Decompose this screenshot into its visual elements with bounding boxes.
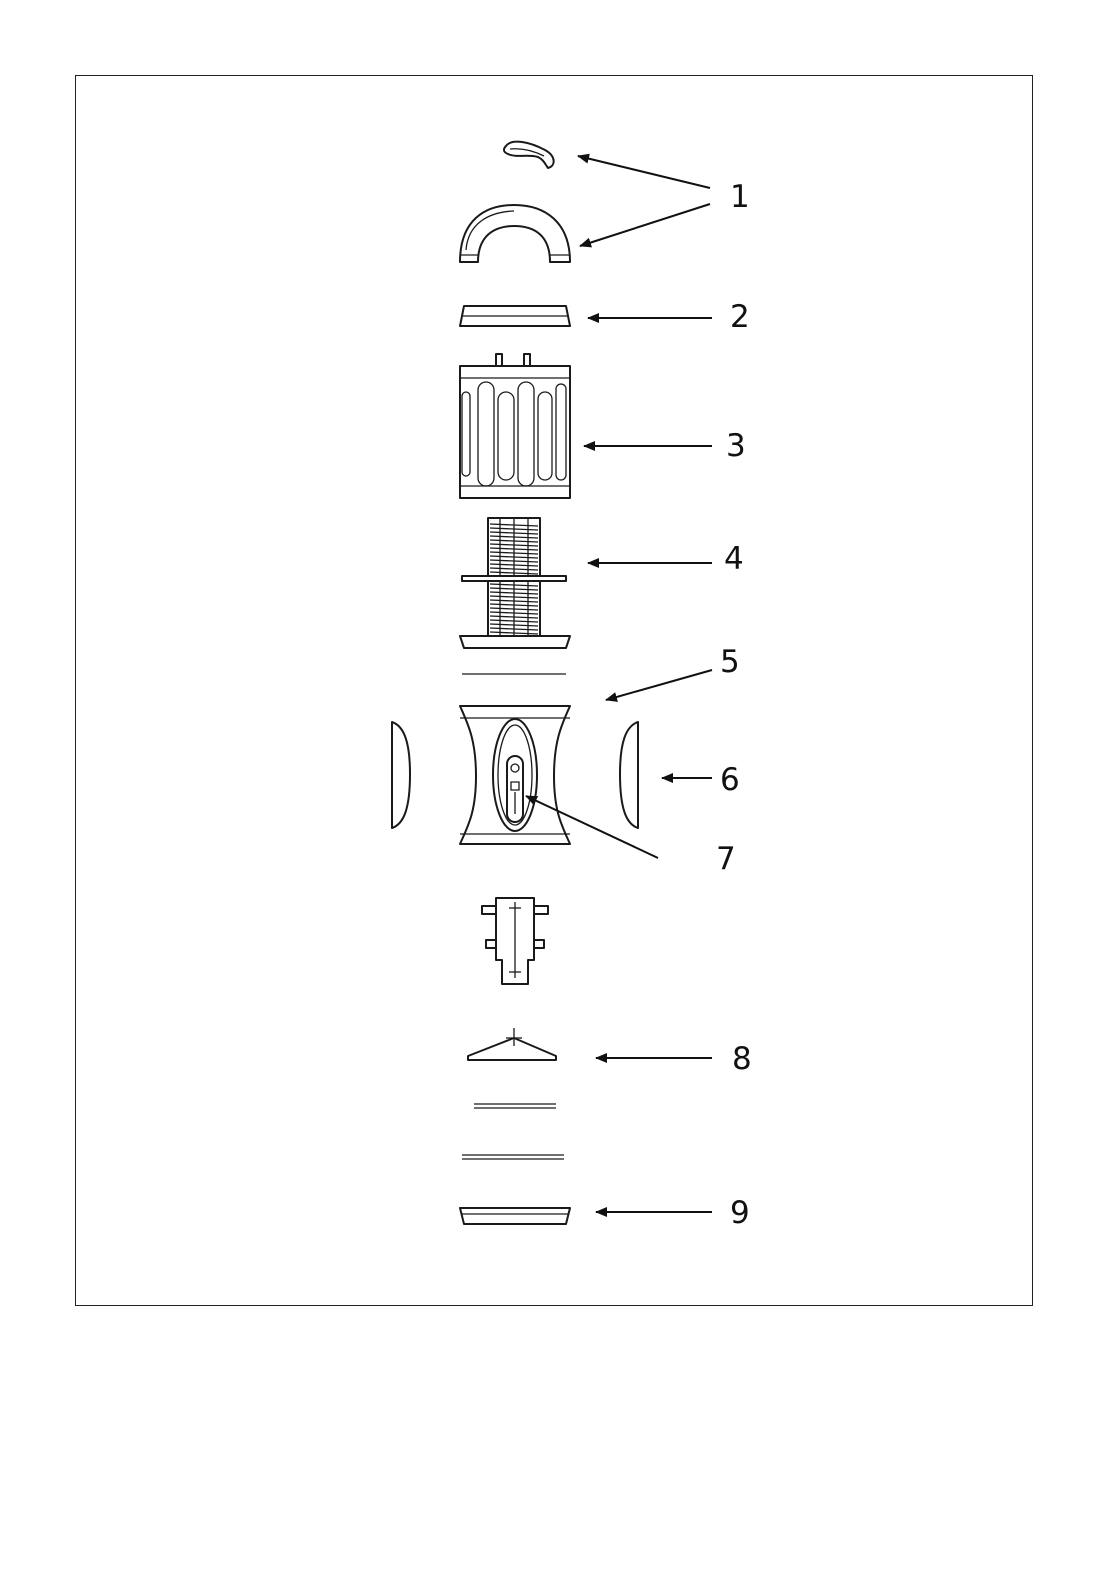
top-handle (460, 205, 570, 262)
arrow-5 (606, 670, 712, 700)
arrow-1a (578, 156, 710, 188)
hanging-hook (504, 142, 554, 168)
callout-4: 4 (724, 541, 744, 577)
callout-6: 6 (720, 762, 740, 798)
arrow-1b (580, 204, 710, 246)
callout-9: 9 (730, 1195, 750, 1231)
bottom-base (460, 1208, 570, 1224)
callout-5: 5 (720, 644, 740, 680)
callout-7: 7 (716, 841, 736, 877)
base-cone (462, 1028, 564, 1159)
power-switch (507, 756, 523, 822)
callout-3: 3 (726, 428, 746, 464)
side-panel-right (620, 722, 638, 828)
callout-1: 1 (730, 179, 750, 215)
outer-grille (460, 354, 570, 498)
callout-8: 8 (732, 1041, 752, 1077)
callout-2: 2 (730, 299, 750, 335)
side-panel-left (392, 722, 410, 828)
internal-bracket (482, 898, 548, 984)
electric-grid (460, 518, 570, 674)
top-cap (460, 306, 570, 326)
